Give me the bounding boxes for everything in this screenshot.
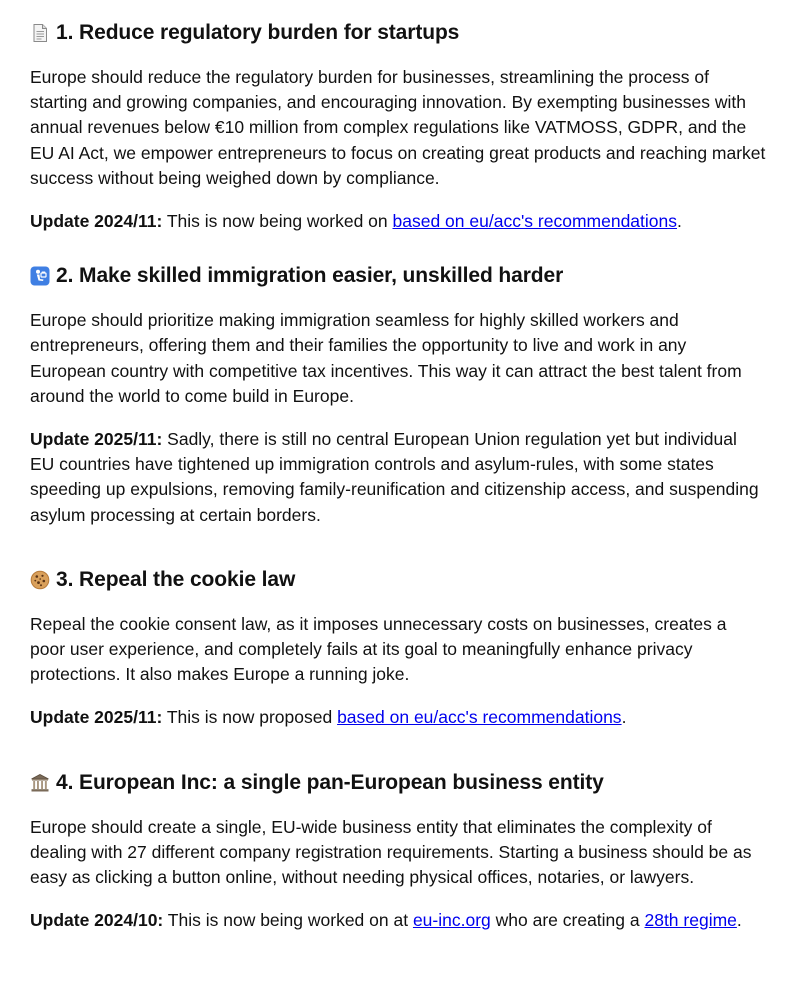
28th-regime-link[interactable]: 28th regime — [644, 910, 737, 931]
section-skilled-immigration — [30, 261, 766, 528]
update-end: . — [677, 211, 682, 232]
update-text: Sadly, there is still no central European Union regulation yet but individual EU countries have tightened up immigration controls and asylum-rules, with some states speeding up expulsions, removing family-reunification and citizenship access, and suspending asylum processing at certain borders. — [30, 429, 759, 525]
section-title: 2. Make skilled immigration easier, unskilled harder — [56, 264, 564, 288]
update-note — [30, 705, 766, 730]
cookie-icon — [30, 570, 50, 590]
update-text-middle: who are creating a — [490, 910, 645, 931]
section-heading — [30, 261, 766, 291]
section-description: Europe should reduce the regulatory burden for businesses, streamlining the process of starting and growing companies, and encouraging innovation. By exempting businesses with annual revenues below €10 million from complex regulations like VATMOSS, GDPR, and the EU AI Act, we empower entrepreneurs to focus on creating great products and reaching market success without being weighed down by compliance. — [30, 67, 766, 188]
section-european-inc — [30, 768, 766, 934]
update-note — [30, 427, 766, 528]
section-heading — [30, 18, 766, 48]
update-end: . — [621, 707, 627, 728]
document-icon — [30, 23, 50, 43]
section-repeal-cookie-law — [30, 565, 766, 731]
section-description: Europe should prioritize making immigration seamless for highly skilled workers and entrepreneurs, offering them and their families the opportunity to live and work in any European country with competitive tax incentives. This way it can attract the best talent from around the world to come build in Europe. — [30, 310, 742, 406]
update-note — [30, 209, 766, 234]
passport-control-icon — [30, 266, 50, 286]
update-note — [30, 908, 766, 933]
update-text: This is now being worked on — [162, 211, 393, 232]
update-text: This is now proposed — [162, 707, 338, 728]
section-heading — [30, 768, 766, 798]
section-reduce-regulatory-burden — [30, 18, 766, 234]
section-title: 3. Repeal the cookie law — [56, 567, 296, 591]
recommendations-link[interactable]: based on eu/acc's recommendations — [392, 211, 677, 232]
section-description: Europe should create a single, EU-wide business entity that eliminates the complexity of dealing with 27 different company registration requirements. Starting a business should be as easy as clicking a button online, without needing physical offices, notaries, or lawyers. — [30, 816, 752, 888]
update-label: Update 2024/10: — [30, 910, 164, 931]
update-end: . — [736, 910, 742, 931]
update-label: Update 2025/11: — [30, 429, 163, 450]
section-description: Repeal the cookie consent law, as it imposes unnecessary costs on businesses, creates a poor user experience, and completely fails at its goal to meaningfully enhance privacy protections. It also makes Europe a running joke. — [30, 613, 727, 685]
update-label: Update 2024/11: — [30, 211, 163, 232]
recommendations-link[interactable]: based on eu/acc's recommendations — [337, 707, 622, 728]
classical-building-icon — [30, 773, 50, 793]
section-title: 4. European Inc: a single pan-European business entity — [56, 770, 604, 794]
update-label: Update 2025/11: — [30, 707, 163, 728]
eu-inc-link[interactable]: eu-inc.org — [412, 910, 491, 931]
update-text: This is now being worked on at — [163, 910, 413, 931]
section-heading — [30, 565, 766, 595]
section-title: 1. Reduce regulatory burden for startups — [56, 21, 460, 44]
